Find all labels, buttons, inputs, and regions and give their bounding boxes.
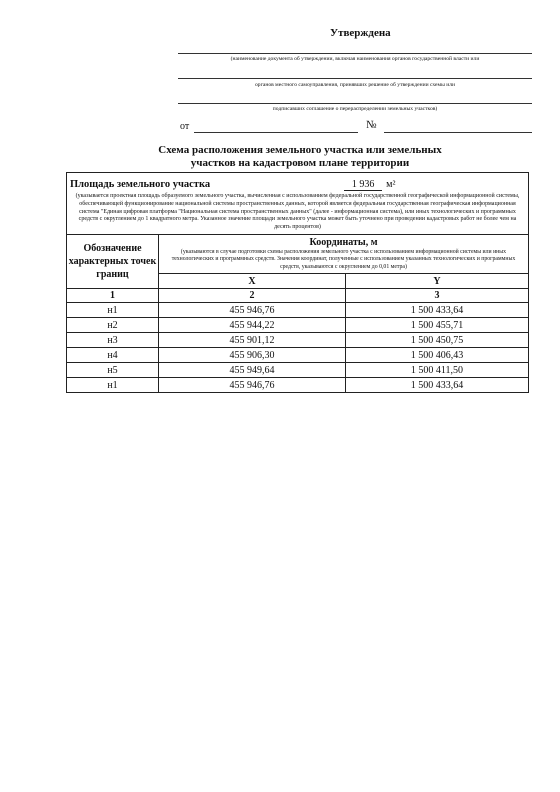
- point-x: 455 944,22: [159, 318, 346, 333]
- point-x: 455 946,76: [159, 303, 346, 318]
- table-row: [67, 378, 529, 393]
- number-line: [384, 122, 532, 133]
- header-row: [67, 234, 529, 273]
- column-number-3: 3: [346, 289, 529, 303]
- point-designation: н4: [67, 348, 159, 363]
- point-y: 1 500 406,43: [346, 348, 529, 363]
- document-title-line-2: участков на кадастровом плане территории: [190, 157, 410, 169]
- point-x: 455 901,12: [159, 333, 346, 348]
- point-x: 455 946,76: [159, 378, 346, 393]
- area-unit: м²: [386, 179, 396, 190]
- y-axis-header: Y: [346, 274, 529, 289]
- point-x: 455 906,30: [159, 348, 346, 363]
- point-designation: н3: [67, 333, 159, 348]
- table-row: [67, 333, 529, 348]
- area-value: 1 936: [344, 179, 382, 191]
- table-row: [67, 363, 529, 378]
- approval-line-3: [178, 95, 532, 104]
- approval-line-2: [178, 70, 532, 79]
- area-row: [67, 173, 529, 235]
- designation-header: Обозначение характерных точек границ: [67, 234, 159, 288]
- area-cell: [67, 173, 529, 235]
- number-label: №: [366, 119, 377, 131]
- document-title-line-1: Схема расположения земельного участка или земельных: [158, 144, 442, 156]
- approval-caption-2: органов местного самоуправления, принявших решение об утверждении схемы или: [254, 82, 456, 88]
- table-row: [67, 303, 529, 318]
- approval-caption-1: (наименование документа об утверждении, включая наименования органов государственной власти или: [230, 56, 480, 62]
- approval-caption-3: подписавших соглашение о перераспределении земельных участков): [272, 106, 438, 112]
- column-number-row: [67, 289, 529, 303]
- coordinates-header: [159, 234, 529, 273]
- point-y: 1 500 455,71: [346, 318, 529, 333]
- area-line: [70, 174, 525, 192]
- point-designation: н1: [67, 303, 159, 318]
- column-number-2: 2: [159, 289, 346, 303]
- point-y: 1 500 411,50: [346, 363, 529, 378]
- date-label: от: [180, 121, 190, 132]
- approval-line-1: [178, 44, 532, 54]
- table-row: [67, 318, 529, 333]
- approved-heading: Утверждена: [330, 27, 391, 39]
- point-y: 1 500 450,75: [346, 333, 529, 348]
- point-y: 1 500 433,64: [346, 378, 529, 393]
- point-designation: н2: [67, 318, 159, 333]
- point-y: 1 500 433,64: [346, 303, 529, 318]
- coordinates-header-title: Координаты, м: [309, 236, 378, 248]
- point-x: 455 949,64: [159, 363, 346, 378]
- coordinates-table: [66, 172, 529, 393]
- point-designation: н5: [67, 363, 159, 378]
- table-row: [67, 348, 529, 363]
- coordinates-header-note: (указываются в случае подготовки схемы расположения земельного участка с использованием информационной системы или иных технологических и программных средств. Значения координат, полученные с использованием указанных технологических и программных средств, указываются с округлением до 0,01 метра): [171, 248, 516, 270]
- date-line: [194, 122, 358, 133]
- area-note: (указывается проектная площадь образуемого земельного участка, вычисленная с использованием федеральной государственной географической информационной системы, обеспечивающей функционирование национальной системы пространственных данных, которой является федеральная государственная географическая информационная система "Единая цифровая платформа "Национальная система пространственных данных" (далее - информационная система), или иных технологических и программных средств с округлением до 1 квадратного метра. Указанное значение площади земельного участка может быть уточнено при проведении кадастровых работ не более чем на десять процентов): [75, 193, 520, 231]
- document-title: [110, 144, 490, 170]
- area-label: Площадь земельного участка: [70, 179, 211, 190]
- column-number-1: 1: [67, 289, 159, 303]
- point-designation: н1: [67, 378, 159, 393]
- x-axis-header: X: [159, 274, 346, 289]
